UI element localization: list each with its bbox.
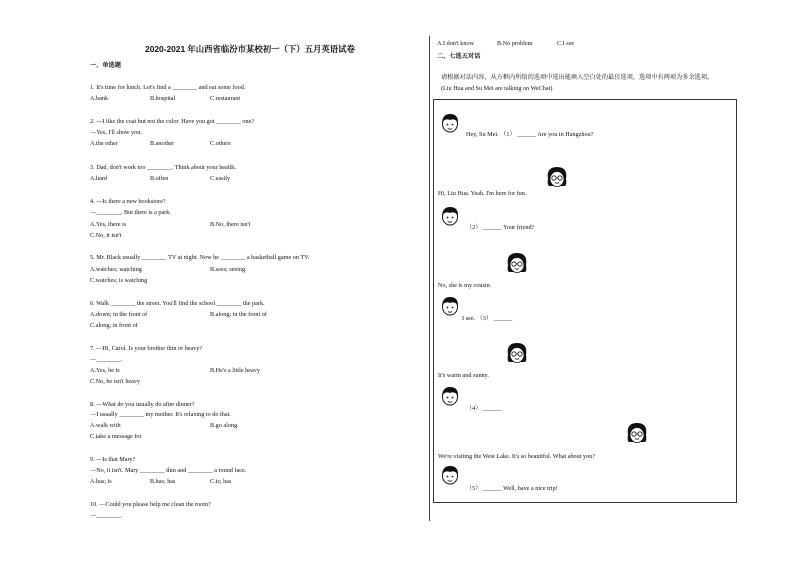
question-5-option-a: A.watches; watching [90, 266, 142, 273]
question-10-option-c: C.I see [557, 40, 575, 47]
question-8-option-b: B.go along [210, 422, 238, 429]
boy-avatar-icon [438, 385, 462, 407]
dialogue-line-7: （4） ______ [466, 405, 502, 412]
question-6-stem: 6. Walk ________ the street. You'll find the school ________ the park. [90, 300, 265, 307]
question-1-option-c: C.restaurant [210, 95, 241, 102]
dialogue-line-8: We're visiting the West Lake. It's so beautiful. What about you? [438, 453, 596, 460]
question-5-option-b: B.sees; seeing [210, 266, 246, 273]
section-dialogue-heading: 二、七选五对话 [437, 53, 481, 60]
question-4-stem: 4. —Is there a new bookstore? [90, 198, 166, 205]
question-9-option-c: C.is; has [210, 478, 232, 485]
dialogue-instructions: 请根据对话内容，从方框内所给的选项中选出能填入空白处的最佳选项，选项中有两项为多余选项。 [441, 74, 714, 81]
dialogue-box [433, 99, 737, 503]
question-2-option-c: C.others [210, 140, 231, 147]
question-3-option-c: C.easily [210, 175, 231, 182]
question-9-stem: 9. —Is that Mary? [90, 456, 136, 463]
question-8-stem-line2: —I usually ________ my mother. It's relaxing to do that. [90, 411, 231, 418]
question-1-option-b: B.hospital [150, 95, 176, 102]
girl-avatar-icon [543, 165, 571, 189]
dialogue-line-2: Hi, Liu Hua. Yeah. I'm here for fun. [438, 190, 527, 197]
question-2-stem-line2: —Yes, I'll show you. [90, 129, 142, 136]
question-9-stem-line2: —No, it isn't. Mary ________ thin and ________ a round face. [90, 467, 247, 474]
question-4-stem-line2: —________. But there is a park. [90, 209, 171, 216]
question-3-stem: 3. Dad, don't work too ________. Think about your health. [90, 164, 236, 171]
question-5-option-c: C.watches; is watching [90, 277, 148, 284]
question-4-option-b: B.No, there isn't [210, 221, 251, 228]
question-10-stem: 10. —Could you please help me clean the room? [90, 501, 211, 508]
question-1-option-a: A.bank [90, 95, 109, 102]
boy-avatar-icon [438, 205, 462, 227]
question-10-option-a: A.I don't know [437, 40, 475, 47]
dialogue-context: (Liu Hua and Su Mei are talking on WeChat) [441, 85, 553, 92]
question-2-option-a: A.the other [90, 140, 118, 147]
question-7-stem: 7. —Hi, Carol. Is your brother thin or heavy? [90, 345, 203, 352]
question-2-stem: 2. —I like the coat but not the color. Have you got ________ one? [90, 118, 255, 125]
question-5-stem: 5. Mr. Black usually ________ TV at night. Now he ________ a basketball game on TV. [90, 254, 310, 261]
exam-title: 2020-2021 年山西省临汾市某校初一（下）五月英语试卷 [145, 44, 355, 54]
question-3-option-b: B.often [150, 175, 169, 182]
question-7-option-a: A.Yes, he is [90, 367, 120, 374]
question-9-option-b: B.has; has [150, 478, 176, 485]
question-10-option-b: B.No problem [497, 40, 533, 47]
question-3-option-a: A.hard [90, 175, 108, 182]
question-9-option-a: A.has; is [90, 478, 112, 485]
question-7-option-c: C.No, he isn't heavy [90, 378, 141, 385]
question-10-stem-line2: —________. [90, 512, 123, 519]
question-8-option-c: C.take a message for [90, 433, 142, 440]
girl-avatar-icon [623, 421, 651, 445]
section-single-choice-heading: 一、单选题 [90, 62, 121, 69]
question-2-option-b: B.another [150, 140, 175, 147]
dialogue-line-9: （5） ______ Well, have a nice trip! [466, 485, 558, 492]
dialogue-line-3: （2） ______ Your friend? [466, 224, 535, 231]
question-1-stem: 1. It's time for lunch. Let's find a ________ and eat some food. [90, 84, 246, 91]
girl-avatar-icon [503, 341, 531, 365]
dialogue-line-5: I see. （3） ______ [462, 315, 513, 322]
question-4-option-a: A.Yes, there is [90, 221, 127, 228]
column-divider [429, 36, 430, 521]
boy-avatar-icon [438, 295, 462, 317]
question-7-stem-line2: —________. [90, 356, 123, 363]
dialogue-line-4: No, she is my cousin. [438, 282, 492, 289]
question-8-option-a: A.walk with [90, 422, 121, 429]
question-7-option-b: B.He's a little heavy [210, 367, 260, 374]
boy-avatar-icon [438, 464, 462, 486]
boy-avatar-icon [438, 112, 462, 134]
question-4-option-c: C.No, it isn't [90, 232, 122, 239]
question-6-option-b: B.along; in the front of [210, 311, 267, 318]
question-6-option-a: A.down; in the front of [90, 311, 148, 318]
question-6-option-c: C.along; in front of [90, 322, 138, 329]
girl-avatar-icon [503, 251, 531, 275]
dialogue-line-1: Hey, Su Mei. （1） ______ Are you in Hangzhou? [466, 131, 594, 138]
question-8-stem: 8. —What do you usually do after dinner? [90, 401, 195, 408]
dialogue-line-6: It's warm and sunny. [438, 372, 489, 379]
